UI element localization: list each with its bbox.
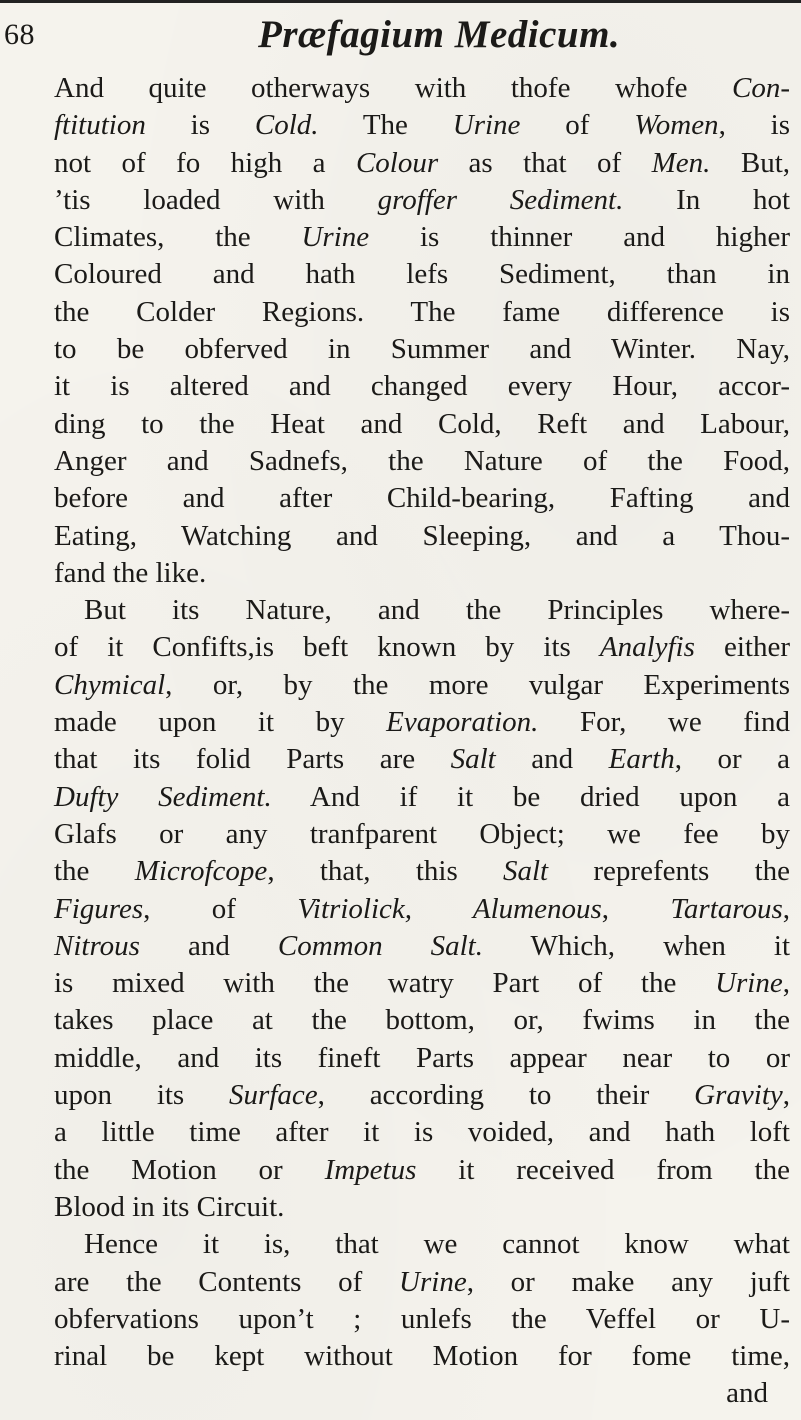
text-run: Anger and Sadnefs, the Nature of the Food, <box>54 444 790 477</box>
text-run: ’tis loaded with <box>54 183 378 216</box>
text-run: , according to their <box>317 1079 695 1112</box>
text-run: Gravity <box>694 1079 783 1112</box>
text-run: it is altered and changed every Hour, accor- <box>54 370 790 403</box>
text-line <box>54 629 790 666</box>
text-run: Analyfis <box>599 631 695 664</box>
text-run: Salt <box>503 855 549 888</box>
text-run: , that, this <box>267 855 503 888</box>
text-run: Urine <box>715 967 783 1000</box>
text-run: Microfcope <box>134 855 268 888</box>
text-line <box>54 518 790 555</box>
text-run: and <box>726 1377 768 1410</box>
text-run: the Colder Regions. The fame difference is <box>54 295 790 328</box>
catchword <box>54 1375 790 1412</box>
running-head: Præfagium Medicum. <box>258 13 621 56</box>
text-run: But its Nature, and the Principles where- <box>84 594 790 627</box>
text-run: Coloured and hath lefs Sediment, than in <box>54 258 790 291</box>
text-run: Which, when it <box>483 929 791 962</box>
text-run: Urine <box>399 1265 467 1298</box>
text-run: Common Salt. <box>277 929 483 962</box>
text-run: of <box>520 109 635 142</box>
text-line <box>54 1226 790 1263</box>
text-run: either <box>694 631 790 664</box>
text-run: and <box>139 929 278 962</box>
text-run: Hence it is, that we cannot know what <box>84 1228 790 1261</box>
text-run: Urine <box>301 221 370 254</box>
text-run: before and after Child-bearing, Fafting and <box>54 482 790 515</box>
text-line <box>54 1301 790 1338</box>
text-run: , or make any juft <box>466 1265 790 1298</box>
text-run: it received from the <box>416 1153 790 1186</box>
text-run: Figures <box>54 892 144 925</box>
text-run: , <box>782 967 790 1000</box>
text-run: is mixed with the watry Part of the <box>54 967 716 1000</box>
text-line <box>54 219 790 256</box>
text-run: and <box>495 743 609 776</box>
text-run: a little time after it is voided, and hath loft <box>54 1116 790 1149</box>
text-line <box>54 256 790 293</box>
text-line <box>54 145 790 182</box>
text-run: Colour <box>355 146 439 179</box>
text-run: Eating, Watching and Sleeping, and a Thou- <box>54 519 790 552</box>
text-run: upon its <box>54 1079 230 1112</box>
text-run: Glafs or any tranfparent Object; we fee by <box>54 817 790 850</box>
top-rule <box>0 0 801 3</box>
text-run: is <box>145 109 255 142</box>
text-run: Climates, the <box>54 221 302 254</box>
text-run: not of fo high a <box>54 146 356 179</box>
text-run: to be obferved in Summer and Winter. Nay, <box>54 333 790 366</box>
text-run: And quite otherways with thofe whofe <box>54 72 732 104</box>
text-run: , is <box>718 109 790 142</box>
text-run: Men. <box>651 146 711 179</box>
text-run: Earth <box>608 743 675 776</box>
text-run: , or a <box>674 743 791 776</box>
text-run: that its folid Parts are <box>54 743 451 776</box>
text-line <box>54 1189 790 1226</box>
text-line <box>54 592 790 629</box>
page-number: 68 <box>4 18 35 51</box>
text-run: of it Confifts,is beft known by its <box>54 631 600 664</box>
text-run: Con- <box>732 72 790 104</box>
text-run: as that of <box>438 146 652 179</box>
text-line <box>54 70 790 107</box>
text-run: , <box>782 1079 790 1112</box>
text-run: , of <box>143 892 298 925</box>
text-run: reprefents the <box>548 855 791 888</box>
text-run: Cold. <box>254 109 319 142</box>
text-line <box>54 555 790 592</box>
text-line <box>54 1040 790 1077</box>
text-run: are the Contents of <box>54 1265 400 1298</box>
text-run: Salt <box>450 743 496 776</box>
text-run: Vitriolick, Alumenous <box>297 892 602 925</box>
text-line <box>54 1338 790 1375</box>
text-line <box>54 741 790 778</box>
text-line <box>54 443 790 480</box>
text-run: Urine <box>452 109 521 142</box>
text-line <box>54 182 790 219</box>
text-run: middle, and its fineft Parts appear near to or <box>54 1041 790 1074</box>
text-run: rinal be kept without Motion for fome time, <box>54 1340 790 1373</box>
text-run: the <box>54 855 135 888</box>
text-run: groffer Sediment. <box>377 183 624 216</box>
text-line <box>54 107 790 144</box>
text-run: is thinner and higher <box>369 221 790 254</box>
text-run: , <box>782 892 790 925</box>
text-line <box>54 667 790 704</box>
text-line <box>54 928 790 965</box>
text-line <box>54 480 790 517</box>
text-line <box>54 704 790 741</box>
text-run: For, we find <box>538 706 790 739</box>
text-line <box>54 1114 790 1151</box>
text-line <box>54 853 790 890</box>
text-run: But, <box>710 146 790 179</box>
text-run: made upon it by <box>54 706 387 739</box>
body-text <box>54 70 790 1413</box>
text-run: Tartarous <box>670 892 783 925</box>
text-run: takes place at the bottom, or, fwims in the <box>54 1004 790 1037</box>
text-line <box>54 1002 790 1039</box>
text-run: ding to the Heat and Cold, Reft and Labour, <box>54 407 790 440</box>
text-line <box>54 779 790 816</box>
text-run: the Motion or <box>54 1153 325 1186</box>
text-run: fand the like. <box>54 556 207 589</box>
text-run: Chymical <box>54 668 166 701</box>
text-run: Surface <box>229 1079 318 1112</box>
text-line <box>54 965 790 1002</box>
text-line <box>54 1077 790 1114</box>
text-line <box>54 331 790 368</box>
text-run: ftitution <box>54 109 146 142</box>
text-run: , <box>601 892 671 925</box>
text-run: Dufty Sediment. <box>54 780 272 813</box>
text-line <box>54 816 790 853</box>
text-run: Impetus <box>324 1153 417 1186</box>
text-line <box>54 891 790 928</box>
text-run: Women <box>634 109 719 142</box>
text-run: And if it be dried upon a <box>271 780 790 813</box>
text-line <box>54 406 790 443</box>
text-run: Evaporation. <box>386 706 539 739</box>
text-line <box>54 1152 790 1189</box>
text-run: The <box>318 109 453 142</box>
text-run: In hot <box>623 183 791 216</box>
text-run: Nitrous <box>54 929 140 962</box>
text-run: Blood in its Circuit. <box>54 1190 285 1223</box>
text-line <box>54 368 790 405</box>
text-line <box>54 294 790 331</box>
text-run: , or, by the more vulgar Experiments <box>165 668 790 701</box>
text-run: obfervations upon’t ; unlefs the Veffel or U- <box>54 1302 790 1335</box>
text-line <box>54 1264 790 1301</box>
